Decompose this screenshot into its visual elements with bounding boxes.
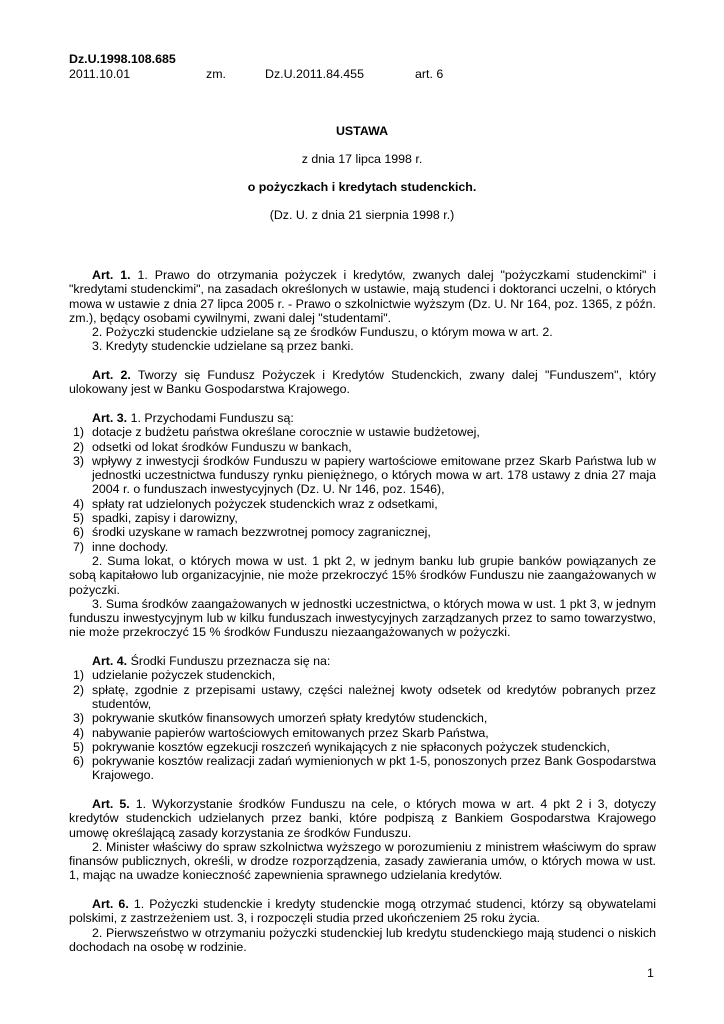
amended-article: art. 6	[415, 67, 444, 81]
act-type: USTAWA	[335, 124, 389, 138]
art3-item: 1) dotacje z budżetu państwa określane corocznie w ustawie budżetowej,	[73, 425, 480, 440]
art3-heading: Art. 3.	[92, 410, 128, 425]
document-header	[69, 52, 443, 82]
art6-heading: Art. 6.	[92, 897, 129, 912]
art4-item: 4) nabywanie papierów wartościowych emitowanych przez Skarb Państwa,	[73, 725, 489, 740]
page-number: 1	[647, 966, 654, 980]
art2-heading: Art. 2.	[92, 368, 131, 383]
art1-para1: Art. 1. 1. Prawo do otrzymania pożyczek i kredytów, zwanych dalej "pożyczkami studenckimi" i "kredytami studenckimi", na zasadach określonych w ustawie, mają studenci i doktoranci uczelni, o których mowa w ustawie z dnia 27 lipca 2005 r. - Prawo o szkolnictwie wyższym (Dz. U. Nr 164, poz. 1365, z późn. zm.), będący osobami cywilnymi, zwani dalej "studentami".	[69, 268, 656, 325]
amendment-reference: Dz.U.2011.84.455	[265, 67, 364, 81]
art2-para: Art. 2. Tworzy się Fundusz Pożyczek i Kredytów Studenckich, zwany dalej "Funduszem", który ulokowany jest w Banku Gospodarstwa Krajowego.	[69, 368, 656, 397]
journal-reference: Dz.U.1998.108.685	[69, 52, 176, 66]
art4-item: 1) udzielanie pożyczek studenckich,	[73, 668, 276, 683]
art4-heading: Art. 4.	[92, 654, 128, 669]
art5-para1: Art. 5. 1. Wykorzystanie środków Funduszu na cele, o których mowa w art. 4 pkt 2 i 3, dotyczy kredytów studenckich udzielanych przez banki, które podpiszą z Bankiem Gospodarstwa Krajowego umowę określającą zasady korzystania ze środków Funduszu.	[69, 796, 656, 840]
art3-intro: Art. 3. 1. Przychodami Funduszu są:	[92, 410, 294, 425]
art1-para2: 2. Pożyczki studenckie udzielane są ze środków Funduszu, o którym mowa w art. 2.	[92, 325, 553, 340]
art6-para1: Art. 6. 1. Pożyczki studenckie i kredyty studenckie mogą otrzymać studenci, którzy są obywatelami polskimi, z zastrzeżeniem ust. 3, i rozpoczęli studia przed ukończeniem 25 roku życia.	[69, 897, 656, 926]
art4-item: 6) pokrywanie kosztów realizacji zadań wymienionych w pkt 1-5, ponoszonych przez Bank Gospodarstwa Krajowego.	[73, 754, 656, 783]
art3-item: 7) inne dochody.	[73, 539, 169, 554]
art4-item: 3) pokrywanie skutków finansowych umorzeń spłaty kredytów studenckich,	[73, 711, 488, 726]
art5-para2: 2. Minister właściwy do spraw szkolnictwa wyższego w porozumieniu z ministrem właściwym do spraw finansów publicznych, określi, w drodze rozporządzenia, zasady zawierania umów, o których mowa w ust. 1, mając na uwadze konieczność zapewnienia sprawnego udzielania kredytów.	[69, 839, 656, 883]
act-title: o pożyczkach i kredytach studenckich.	[247, 180, 477, 194]
art3-para3: 3. Suma środków zaangażowanych w jednostki uczestnictwa, o których mowa w ust. 1 pkt 3, w jednym funduszu inwestycyjnym lub w kilku funduszach inwestycyjnych zarządzanych przez to samo towarzystwo, nie może przekroczyć 15 % środków Funduszu niezaangażowanych w pożyczki.	[69, 596, 656, 640]
act-date: z dnia 17 lipca 1998 r.	[301, 152, 423, 166]
version-date: 2011.10.01	[69, 67, 131, 81]
art3-item: 3) wpływy z inwestycji środków Funduszu w papiery wartościowe emitowane przez Skarb Państwa lub w jednostki uczestnictwa funduszy rynku pieniężnego, o których mowa w art. 178 ustawy z dnia 27 maja 2004 r. o funduszach inwestycyjnych (Dz. U. Nr 146, poz. 1546),	[73, 453, 656, 497]
art6-para2: 2. Pierwszeństwo w otrzymaniu pożyczki studenckiej lub kredytu studenckiego mają studenci o niskich dochodach na osobę w rodzinie.	[69, 925, 656, 954]
document-body	[69, 268, 656, 954]
art3-item: 5) spadki, zapisy i darowizny,	[73, 511, 238, 526]
act-source: (Dz. U. z dnia 21 sierpnia 1998 r.)	[269, 208, 455, 222]
art3-item: 4) spłaty rat udzielonych pożyczek studenckich wraz z odsetkami,	[73, 496, 438, 511]
amendment-line	[69, 67, 443, 82]
art5-heading: Art. 5.	[92, 796, 130, 811]
art4-intro: Art. 4. Środki Funduszu przeznacza się na:	[92, 654, 331, 669]
art1-para3: 3. Kredyty studenckie udzielane są przez banki.	[92, 339, 354, 354]
art3-item: 2) odsetki od lokat środków Funduszu w bankach,	[73, 439, 352, 454]
art1-heading: Art. 1.	[92, 268, 131, 282]
art3-item: 6) środki uzyskane w ramach bezzwrotnej pomocy zagranicznej,	[73, 525, 431, 540]
art3-para2: 2. Suma lokat, o których mowa w ust. 1 pkt 2, w jednym banku lub grupie banków powiązanych ze sobą kapitałowo lub organizacyjnie, nie może przekroczyć 15% środków Funduszu nie zaangażowanych w pożyczki.	[69, 553, 656, 597]
art4-item: 5) pokrywanie kosztów egzekucji roszczeń wynikających z nie spłaconych pożyczek studenckich,	[73, 739, 610, 754]
art4-item: 2) spłatę, zgodnie z przepisami ustawy, części należnej kwoty odsetek od kredytów pobranych przez studentów,	[73, 682, 656, 711]
amendment-label: zm.	[206, 67, 226, 81]
